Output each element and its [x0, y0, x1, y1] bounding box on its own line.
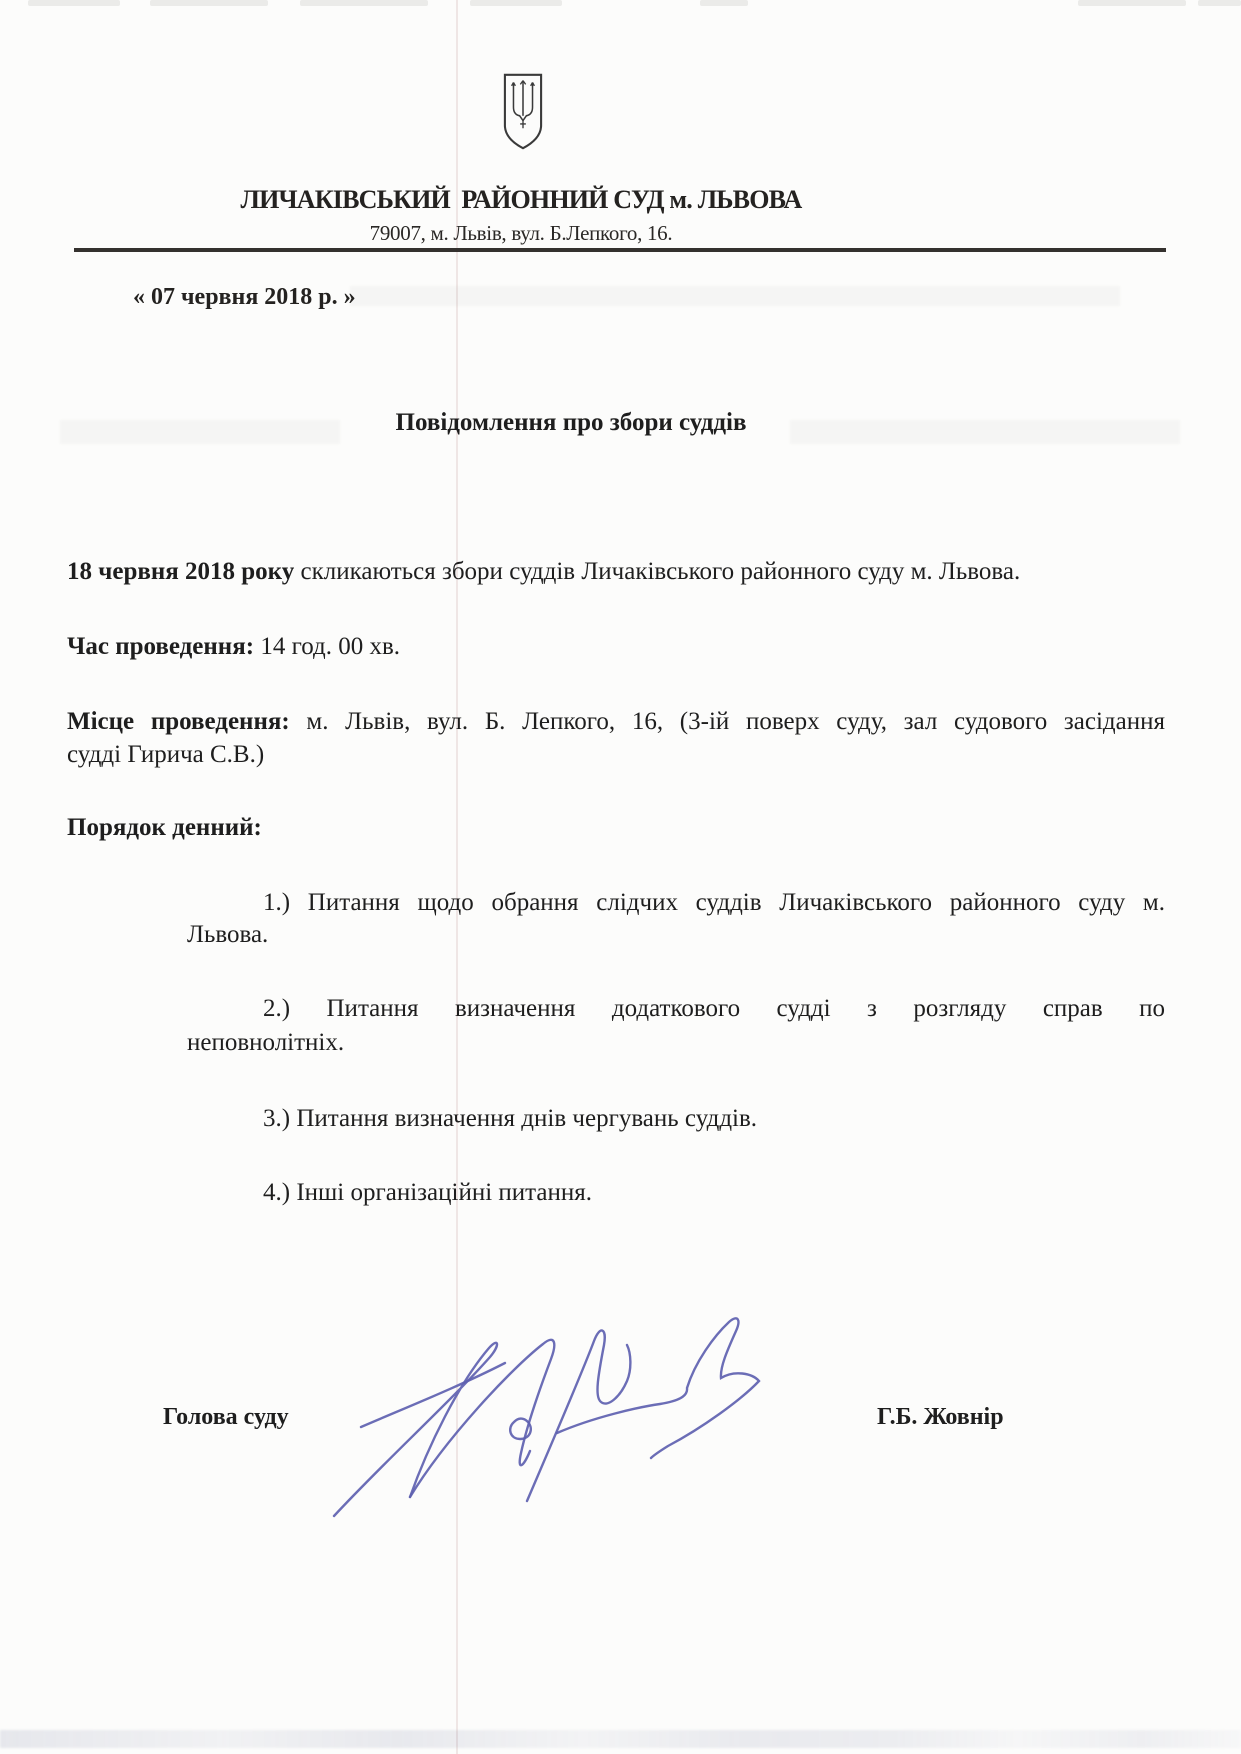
- agenda-item-1-line2: Львова.: [187, 921, 269, 948]
- scan-artifact: [1198, 0, 1241, 6]
- document-title: Повідомлення про збори суддів: [395, 409, 747, 436]
- announcement-paragraph: [67, 558, 1177, 586]
- place-text: м. Львів, вул. Б. Лепкого, 16, (3-ій поверх суду, зал судового засідання: [289, 708, 1165, 735]
- meeting-place-line1: [67, 708, 1165, 736]
- time-value: 14 год. 00 хв.: [254, 633, 400, 660]
- place-label: Місце проведення:: [67, 708, 290, 735]
- scan-artifact: [28, 0, 120, 6]
- court-address: 79007, м. Львів, вул. Б.Лепкого, 16.: [369, 221, 673, 245]
- agenda-item-3: 3.) Питання визначення днів чергувань суддів.: [263, 1105, 758, 1132]
- agenda-item-2-line1: 2.) Питання визначення додаткового судді з розгляду справ по: [263, 995, 1165, 1022]
- scan-artifact: [1078, 0, 1186, 6]
- scan-artifact: [700, 0, 748, 6]
- meeting-time-line: [67, 633, 1177, 661]
- meeting-place-line2: судді Гирича С.В.): [67, 741, 265, 768]
- scan-smudge: [350, 286, 1120, 306]
- time-label: Час проведення:: [67, 633, 255, 660]
- scan-artifact: [0, 1730, 1241, 1748]
- agenda-item-4: 4.) Інші організаційні питання.: [263, 1179, 592, 1206]
- chairman-role-label: Голова суду: [163, 1404, 289, 1430]
- agenda-item-1-line1: 1.) Питання щодо обрання слідчих суддів Личаківського районного суду м.: [263, 889, 1165, 916]
- document-date: « 07 червня 2018 р. »: [133, 284, 356, 310]
- scan-artifact: [150, 0, 268, 6]
- agenda-item-2-line2: неповнолітніх.: [187, 1029, 345, 1056]
- handwritten-signature: [300, 1290, 790, 1540]
- announcement-date: 18 червня 2018 року: [67, 558, 295, 585]
- scan-artifact: [470, 0, 562, 6]
- coat-of-arms-icon: [500, 72, 546, 152]
- court-name: ЛИЧАКІВСЬКИЙ РАЙОННИЙ СУД м. ЛЬВОВА: [240, 185, 802, 214]
- agenda-heading: Порядок денний:: [67, 814, 262, 841]
- header-divider: [74, 248, 1166, 252]
- scan-artifact: [300, 0, 428, 6]
- announcement-text: скликаються збори суддів Личаківського районного суду м. Львова.: [294, 558, 1021, 585]
- signer-name: Г.Б. Жовнір: [877, 1404, 1004, 1430]
